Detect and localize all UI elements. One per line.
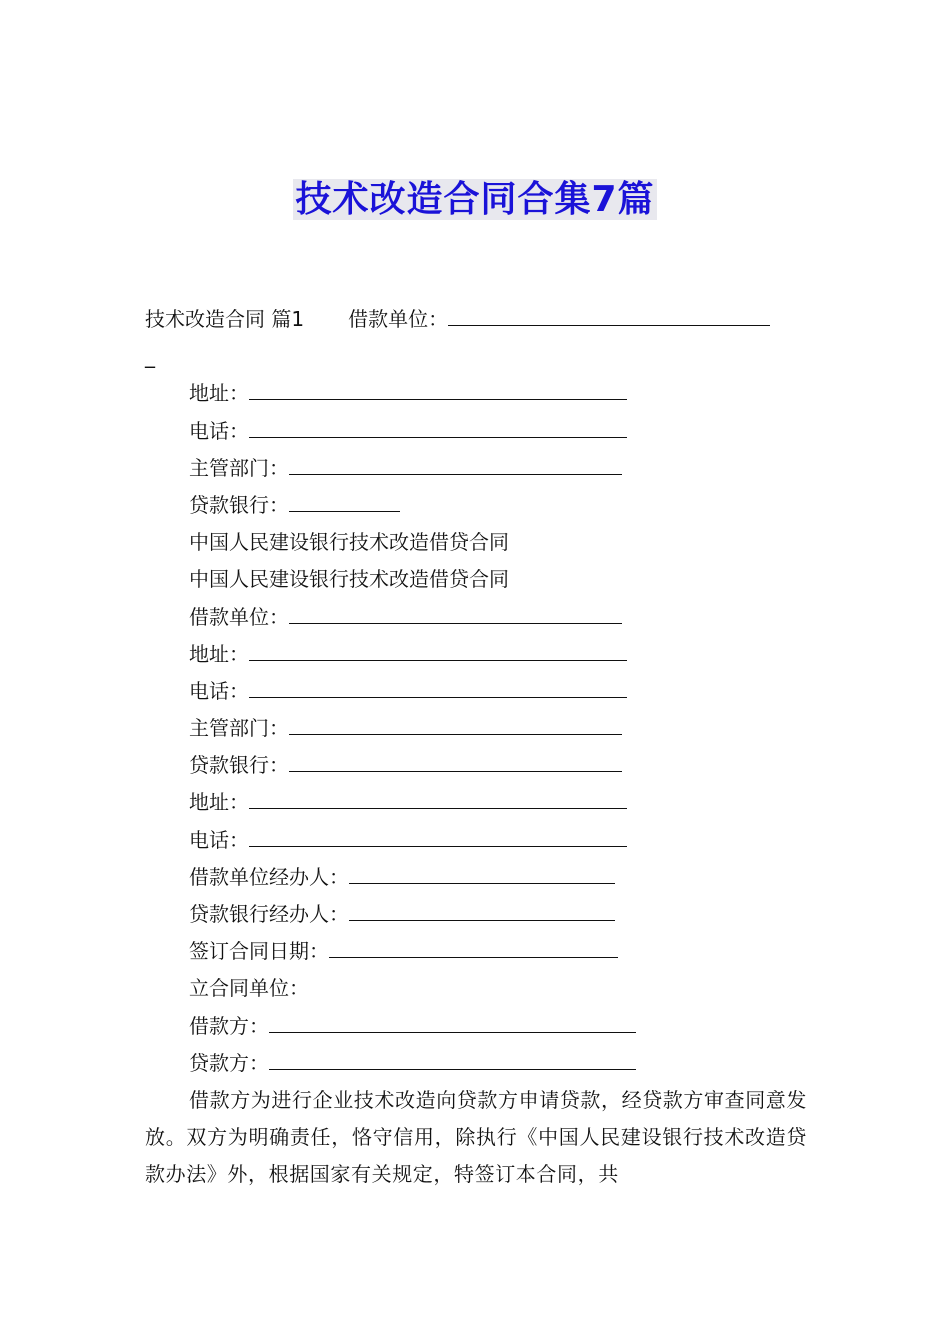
intro-paragraph: 借款方为进行企业技术改造向贷款方申请贷款，经贷款方审查同意发放。双方为明确责任，恪守信用，除执行《中国人民建设银行技术改造贷款办法》外，根据国家有关规定，特签订本合同，共 [145, 1087, 807, 1187]
field-label: 主管部门： [189, 455, 289, 480]
field-label: 贷款银行： [189, 753, 289, 778]
field-label: 电话： [189, 827, 249, 852]
contract-name: 中国人民建设银行技术改造借贷合同 [189, 567, 509, 592]
document-body [145, 301, 807, 1194]
section-heading: 技术改造合同 篇1 [145, 307, 305, 331]
field-bank [145, 487, 807, 524]
blank-line [249, 822, 627, 847]
blank-line [349, 859, 615, 884]
contract-name-line [145, 561, 807, 598]
field-borrower [145, 599, 807, 636]
first-line-label: 借款单位： [348, 307, 449, 331]
field-label: 主管部门： [189, 716, 289, 741]
field-label: 贷款银行经办人： [189, 902, 349, 926]
blank-line [289, 450, 622, 475]
blank-line [249, 673, 627, 698]
field-sign-date [145, 933, 807, 970]
contract-name: 中国人民建设银行技术改造借贷合同 [189, 530, 509, 555]
wrap-line [145, 338, 807, 375]
field-address [145, 636, 807, 673]
blank-line [269, 1045, 636, 1070]
field-label: 电话： [189, 418, 249, 443]
document-title [0, 174, 950, 226]
field-label: 借款单位经办人： [189, 864, 349, 889]
blank-line [249, 784, 627, 809]
blank-line [289, 487, 400, 512]
wrap-line-text: _ [145, 344, 155, 369]
field-bank-agent [145, 896, 807, 933]
field-department [145, 710, 807, 747]
field-label: 电话： [189, 678, 249, 703]
blank-line [249, 636, 627, 661]
blank-line [249, 413, 627, 438]
field-label: 地址： [189, 790, 249, 815]
field-department [145, 450, 807, 487]
field-label: 贷款银行： [189, 492, 289, 517]
field-phone [145, 413, 807, 450]
field-phone [145, 673, 807, 710]
blank-line [329, 933, 618, 958]
blank-line [249, 375, 627, 400]
field-label: 签订合同日期： [189, 939, 329, 964]
blank-line [289, 599, 622, 624]
contract-name-line [145, 524, 807, 561]
field-label: 借款方： [189, 1013, 269, 1038]
blank-line [289, 710, 622, 735]
field-address [145, 784, 807, 821]
field-label: 贷款方： [189, 1050, 269, 1075]
field-parties-heading [145, 970, 807, 1007]
field-borrower-agent [145, 859, 807, 896]
field-phone [145, 822, 807, 859]
field-label: 立合同单位： [189, 976, 309, 1001]
field-bank [145, 747, 807, 784]
document-title-text: 技术改造合同合集7篇 [295, 179, 655, 220]
field-borrower-party [145, 1008, 807, 1045]
field-label: 借款单位： [189, 604, 289, 629]
field-lender-party [145, 1045, 807, 1082]
field-label: 地址： [189, 381, 249, 406]
blank-line [269, 1008, 636, 1033]
field-label: 地址： [189, 641, 249, 666]
first-line [145, 301, 807, 338]
blank-line [289, 747, 622, 772]
blank-line [448, 301, 770, 326]
blank-line [349, 896, 615, 921]
field-address [145, 375, 807, 412]
